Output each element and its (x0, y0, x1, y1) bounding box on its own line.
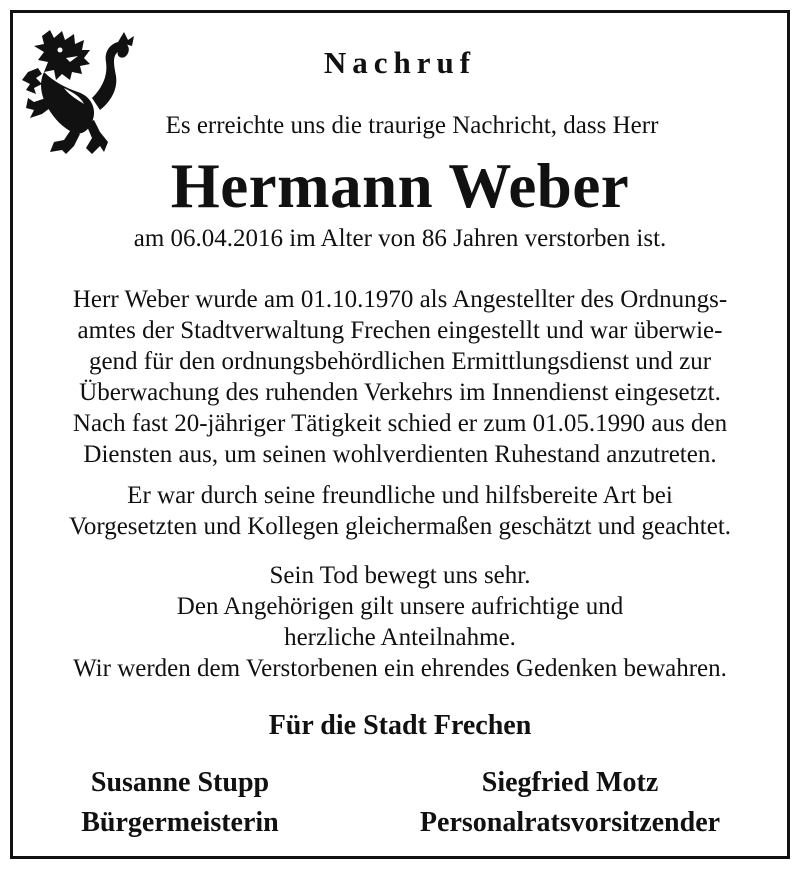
condolence-paragraph (0, 560, 800, 684)
text-line: Diensten aus, um seinen wohlverdienten Ruhestand anzutreten. (83, 441, 717, 468)
death-date-line: am 06.04.2016 im Alter von 86 Jahren verstorben ist. (133, 225, 667, 252)
text-line: amtes der Stadtverwaltung Frechen eingestellt und war überwie- (77, 317, 723, 344)
signer-name: Siegfried Motz (481, 767, 659, 798)
career-paragraph (0, 284, 800, 470)
deceased-name: Hermann Weber (170, 151, 630, 221)
text-line: herzliche Anteilnahme. (284, 624, 516, 651)
signer-staff-council (380, 763, 760, 843)
signer-name: Susanne Stupp (90, 767, 270, 798)
text-line: Überwachung des ruhenden Verkehrs im Innendienst eingesetzt. (79, 379, 721, 406)
text-line: Er war durch seine freundliche und hilfsbereite Art bei (127, 482, 673, 509)
text-line: Nach fast 20-jähriger Tätigkeit schied er zum 01.05.1990 aus den (72, 410, 728, 437)
signer-mayor (30, 763, 330, 843)
text-line: Vorgesetzten und Kollegen gleichermaßen geschätzt und geachtet. (68, 513, 732, 540)
signer-role: Personalratsvorsitzender (419, 807, 721, 838)
character-paragraph (0, 480, 800, 542)
text-line: gend für den ordnungsbehördlichen Ermittlungsdienst und zur (88, 348, 712, 375)
text-line: Herr Weber wurde am 01.10.1970 als Angestellter des Ordnungs- (72, 286, 728, 313)
city-line: Für die Stadt Frechen (268, 710, 532, 741)
notice-heading: Nachruf (323, 45, 477, 80)
text-line: Sein Tod bewegt uns sehr. (269, 562, 531, 589)
signer-role: Bürgermeisterin (81, 807, 279, 838)
text-line: Wir werden dem Verstorbenen ein ehrendes Gedenken bewahren. (73, 655, 727, 682)
text-line: Den Angehörigen gilt unsere aufrichtige und (176, 593, 624, 620)
intro-line: Es erreichte uns die traurige Nachricht, dass Herr (165, 112, 659, 139)
